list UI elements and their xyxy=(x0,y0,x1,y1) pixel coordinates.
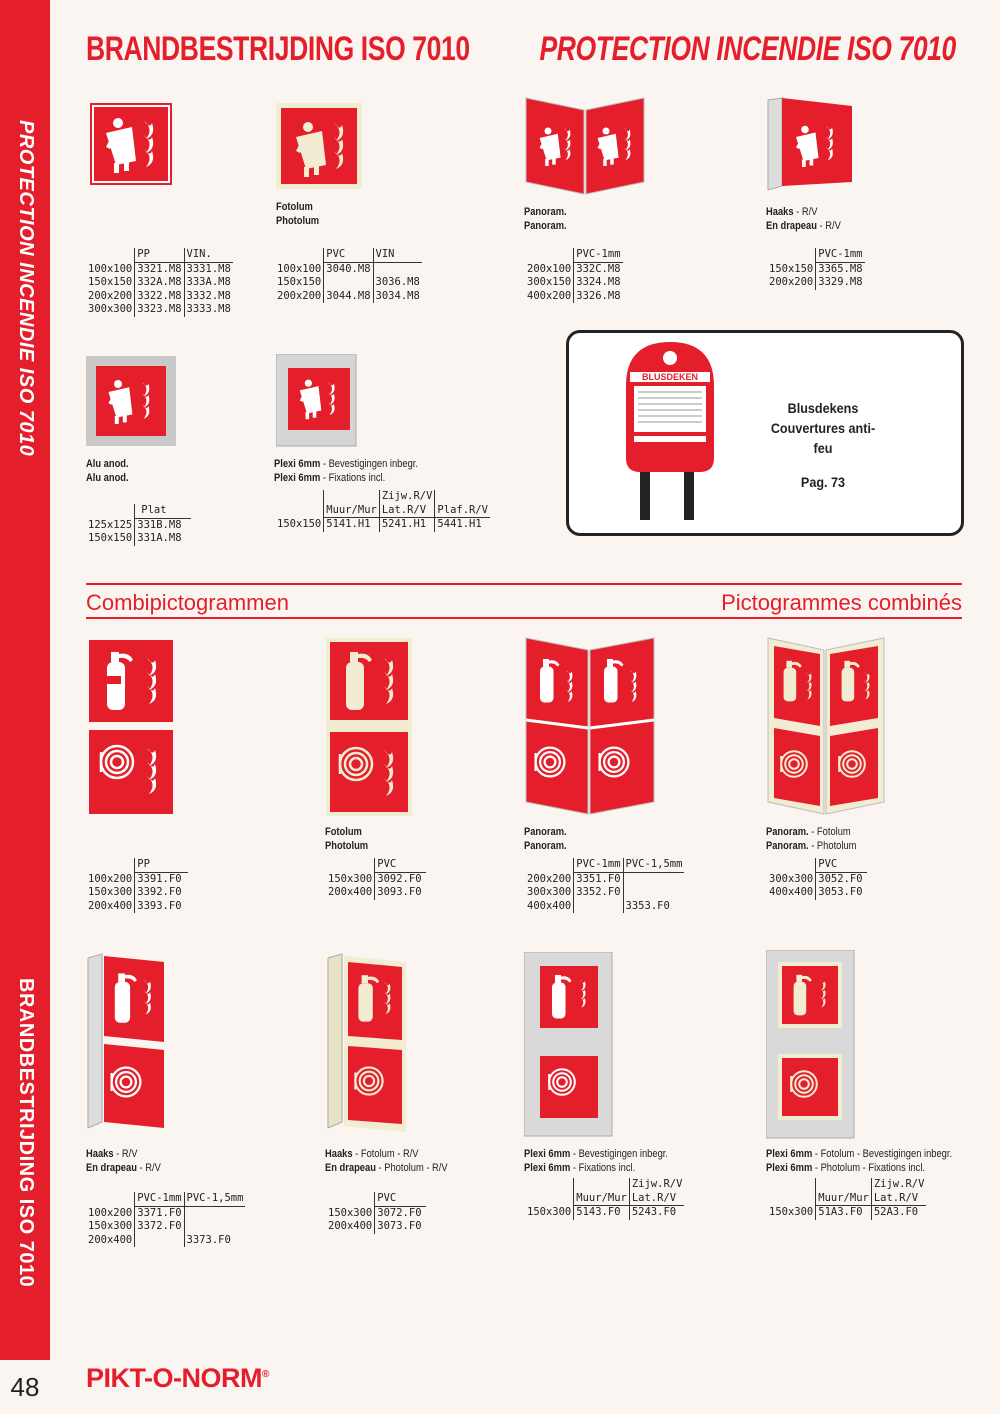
combi-sign-plexi xyxy=(524,952,614,1138)
spec-table-p4: PVC-1mm 150x150 3365.M8 200x200 3329.M8 xyxy=(769,248,863,288)
combi-sign-plexi-photolum xyxy=(766,950,856,1140)
caption-c4: Panoram. - Fotolum Panoram. - Photolum xyxy=(766,826,857,852)
caption-p5: Alu anod. Alu anod. xyxy=(86,458,129,484)
spec-table-c4: PVC 300x300 3052.F0 400x400 3053.F0 xyxy=(767,858,867,900)
combi-sign-flag-photolum xyxy=(326,952,408,1138)
fire-blanket-sign-photolum xyxy=(276,103,362,189)
spec-table-c2: PVC 150x300 3092.F0 200x400 3093.F0 xyxy=(326,858,426,900)
fire-blanket-sign-panoram xyxy=(524,96,646,196)
fire-blanket-sign-alu xyxy=(86,356,176,446)
blanket-pack-label: BLUSDEKEN xyxy=(641,372,699,382)
caption-c3: Panoram. Panoram. xyxy=(524,826,567,852)
combi-sign-pp xyxy=(89,640,173,814)
spec-table-p2: PVC VIN 100x100 3040.M8 150x150 3036.M8 200x200 3044.M8 3034.M8 xyxy=(277,248,420,302)
page-title-fr: PROTECTION INCENDIE ISO 7010 xyxy=(539,30,956,68)
fire-blanket-sign-flag xyxy=(766,96,856,196)
page-reference-link: Pag. 73 xyxy=(800,474,846,490)
caption-p3: Panoram. Panoram. xyxy=(524,206,567,232)
sidebar-title-fr: PROTECTION INCENDIE ISO 7010 xyxy=(15,120,37,457)
combi-sign-flag xyxy=(86,952,166,1138)
spec-table-c3: PVC-1mm PVC-1,5mm 200x200 3351.F0 300x300 3352.F0 400x400 3353.F0 xyxy=(527,858,683,912)
caption-c7: Plexi 6mm - Bevestigingen inbegr. Plexi 6mm - Fixations incl. xyxy=(524,1148,668,1174)
page-title-nl: BRANDBESTRIJDING ISO 7010 xyxy=(86,30,470,68)
section-divider-bottom xyxy=(86,617,962,619)
spec-table-p3: PVC-1mm 200x100 332C.M8 300x150 3324.M8 400x200 3326.M8 xyxy=(527,248,621,302)
caption-p2: Fotolum Photolum xyxy=(276,201,320,227)
caption-p4: Haaks - R/V En drapeau - R/V xyxy=(766,206,841,232)
caption-c5: Haaks - R/V En drapeau - R/V xyxy=(86,1148,161,1174)
page-number: 48 xyxy=(0,1360,50,1414)
section-divider-top xyxy=(86,583,962,585)
section-title-nl: Combipictogrammen xyxy=(86,590,289,615)
caption-c8: Plexi 6mm - Fotolum - Bevestigingen inbegr. Plexi 6mm - Photolum - Fixations incl. xyxy=(766,1148,953,1174)
spec-table-p1: PP VIN. 100x100 3321.M8 3331.M8 150x150 332A.M8 333A.M8 200x200 3322.M8 3332.M8 300x300 3323.M8 3333.M8 xyxy=(88,248,231,315)
section-title-fr: Pictogrammes combinés xyxy=(721,590,962,615)
sidebar xyxy=(0,0,50,1414)
fire-blanket-promo-text: Blusdekens Couvertures anti-feu Pag. 73 xyxy=(762,398,884,492)
spec-table-c8: Muur/Mur Zijw.R/V Lat.R/V 150x300 51A3.F0 52A3.F0 xyxy=(769,1178,925,1218)
fire-blanket-sign-plexi xyxy=(276,354,358,448)
spec-table-c6: PVC 150x300 3072.F0 200x400 3073.F0 xyxy=(326,1192,426,1234)
fire-blanket-sign-pp xyxy=(90,103,172,185)
fire-blanket-product-image xyxy=(620,336,720,524)
spec-table-c1: PP 100x200 3391.F0 150x300 3392.F0 200x400 3393.F0 xyxy=(86,858,188,913)
spec-table-p5: Plat 125x125 331B.M8 150x150 331A.M8 xyxy=(86,504,191,546)
caption-c2: Fotolum Photolum xyxy=(325,826,369,852)
brand-logo: PIKT-O-NORM® xyxy=(86,1363,269,1393)
combi-sign-photolum xyxy=(326,638,412,816)
spec-table-c7: Muur/Mur Zijw.R/V Lat.R/V 150x300 5143.F0 5243.F0 xyxy=(527,1178,683,1218)
combi-sign-panoram-photolum xyxy=(766,636,886,816)
caption-c6: Haaks - Fotolum - R/V En drapeau - Photolum - R/V xyxy=(325,1148,448,1174)
sidebar-title-nl: BRANDBESTRIJDING ISO 7010 xyxy=(15,978,37,1288)
spec-table-p6: Muur/Mur Zijw.R/V Lat.R/V Plaf.R/V 150x150 5141.H1 5241.H1 5441.H1 xyxy=(277,490,488,530)
combi-sign-panoram xyxy=(524,636,658,816)
spec-table-c5: PVC-1mm PVC-1,5mm 100x200 3371.F0 150x300 3372.F0 200x400 3373.F0 xyxy=(88,1192,244,1246)
caption-p6: Plexi 6mm - Bevestigingen inbegr. Plexi 6mm - Fixations incl. xyxy=(274,458,418,484)
